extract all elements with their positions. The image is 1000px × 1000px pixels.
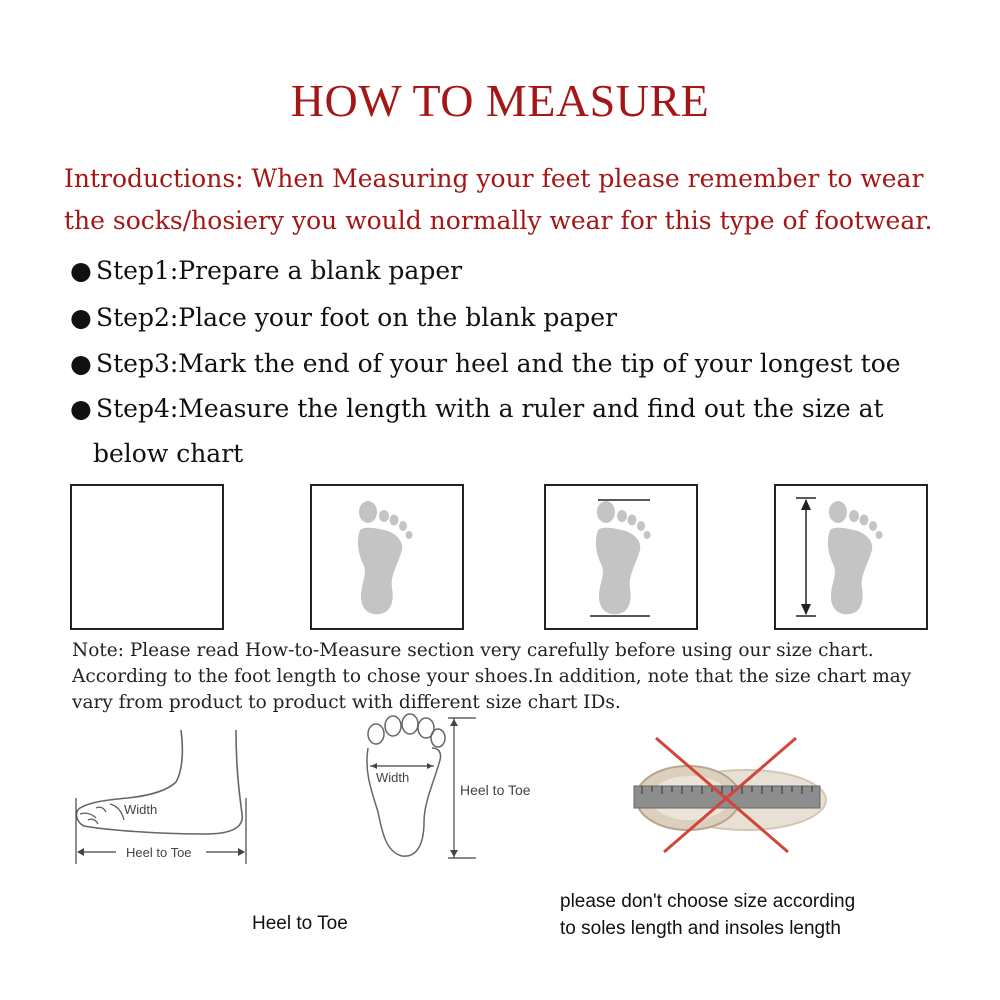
- step-3: [70, 349, 901, 378]
- step-4-text: Step4:Measure the length with a ruler and find out the size at: [96, 394, 884, 423]
- foot-on-paper-box: [310, 484, 464, 630]
- side-length-label: Heel to Toe: [126, 845, 192, 860]
- bullet-icon: ●: [70, 349, 92, 378]
- intro-line-1: Introductions: When Measuring your feet please remember to wear: [64, 164, 924, 193]
- bullet-icon: ●: [70, 303, 92, 332]
- introduction: [64, 158, 964, 242]
- sole-width-label: Width: [376, 770, 410, 785]
- intro-line-2: the socks/hosiery you would normally wear for this type of footwear.: [64, 206, 933, 235]
- note-line-1: Note: Please read How-to-Measure section very carefully before using our size chart.: [72, 640, 874, 661]
- sole-length-label: Heel to Toe: [460, 782, 531, 798]
- caption-sole-warning-line-1: please don't choose size according: [560, 891, 856, 912]
- step-4-continuation: below chart: [93, 439, 244, 468]
- footprint-marked-icon: [546, 486, 698, 630]
- step-2: [70, 303, 617, 332]
- sole-ruler-crossed-image: [628, 730, 828, 860]
- footprint-icon: [312, 486, 462, 628]
- measured-paper-box: [774, 484, 928, 630]
- blank-paper-box: [70, 484, 224, 630]
- step-1: [70, 256, 462, 285]
- step-2-text: Step2:Place your foot on the blank paper: [96, 303, 618, 332]
- page-title: HOW TO MEASURE: [290, 75, 710, 126]
- caption-sole-warning: [560, 888, 855, 942]
- footprint-measured-icon: [776, 486, 928, 630]
- caption-heel-to-toe: Heel to Toe: [252, 913, 348, 934]
- side-width-label: Width: [124, 802, 158, 817]
- size-chart-note: [72, 638, 952, 716]
- note-line-2: According to the foot length to chose your shoes.In addition, note that the size chart may: [72, 666, 912, 687]
- step-3-text: Step3:Mark the end of your heel and the tip of your longest toe: [96, 349, 901, 378]
- marked-paper-box: [544, 484, 698, 630]
- step-1-text: Step1:Prepare a blank paper: [96, 256, 463, 285]
- side-foot-diagram: [66, 722, 256, 867]
- bullet-icon: ●: [70, 394, 92, 423]
- step-4: [70, 394, 884, 423]
- caption-sole-warning-line-2: to soles length and insoles length: [560, 918, 841, 939]
- bullet-icon: ●: [70, 256, 92, 285]
- sole-diagram: [352, 712, 552, 862]
- note-line-3: vary from product to product with different size chart IDs.: [72, 692, 621, 713]
